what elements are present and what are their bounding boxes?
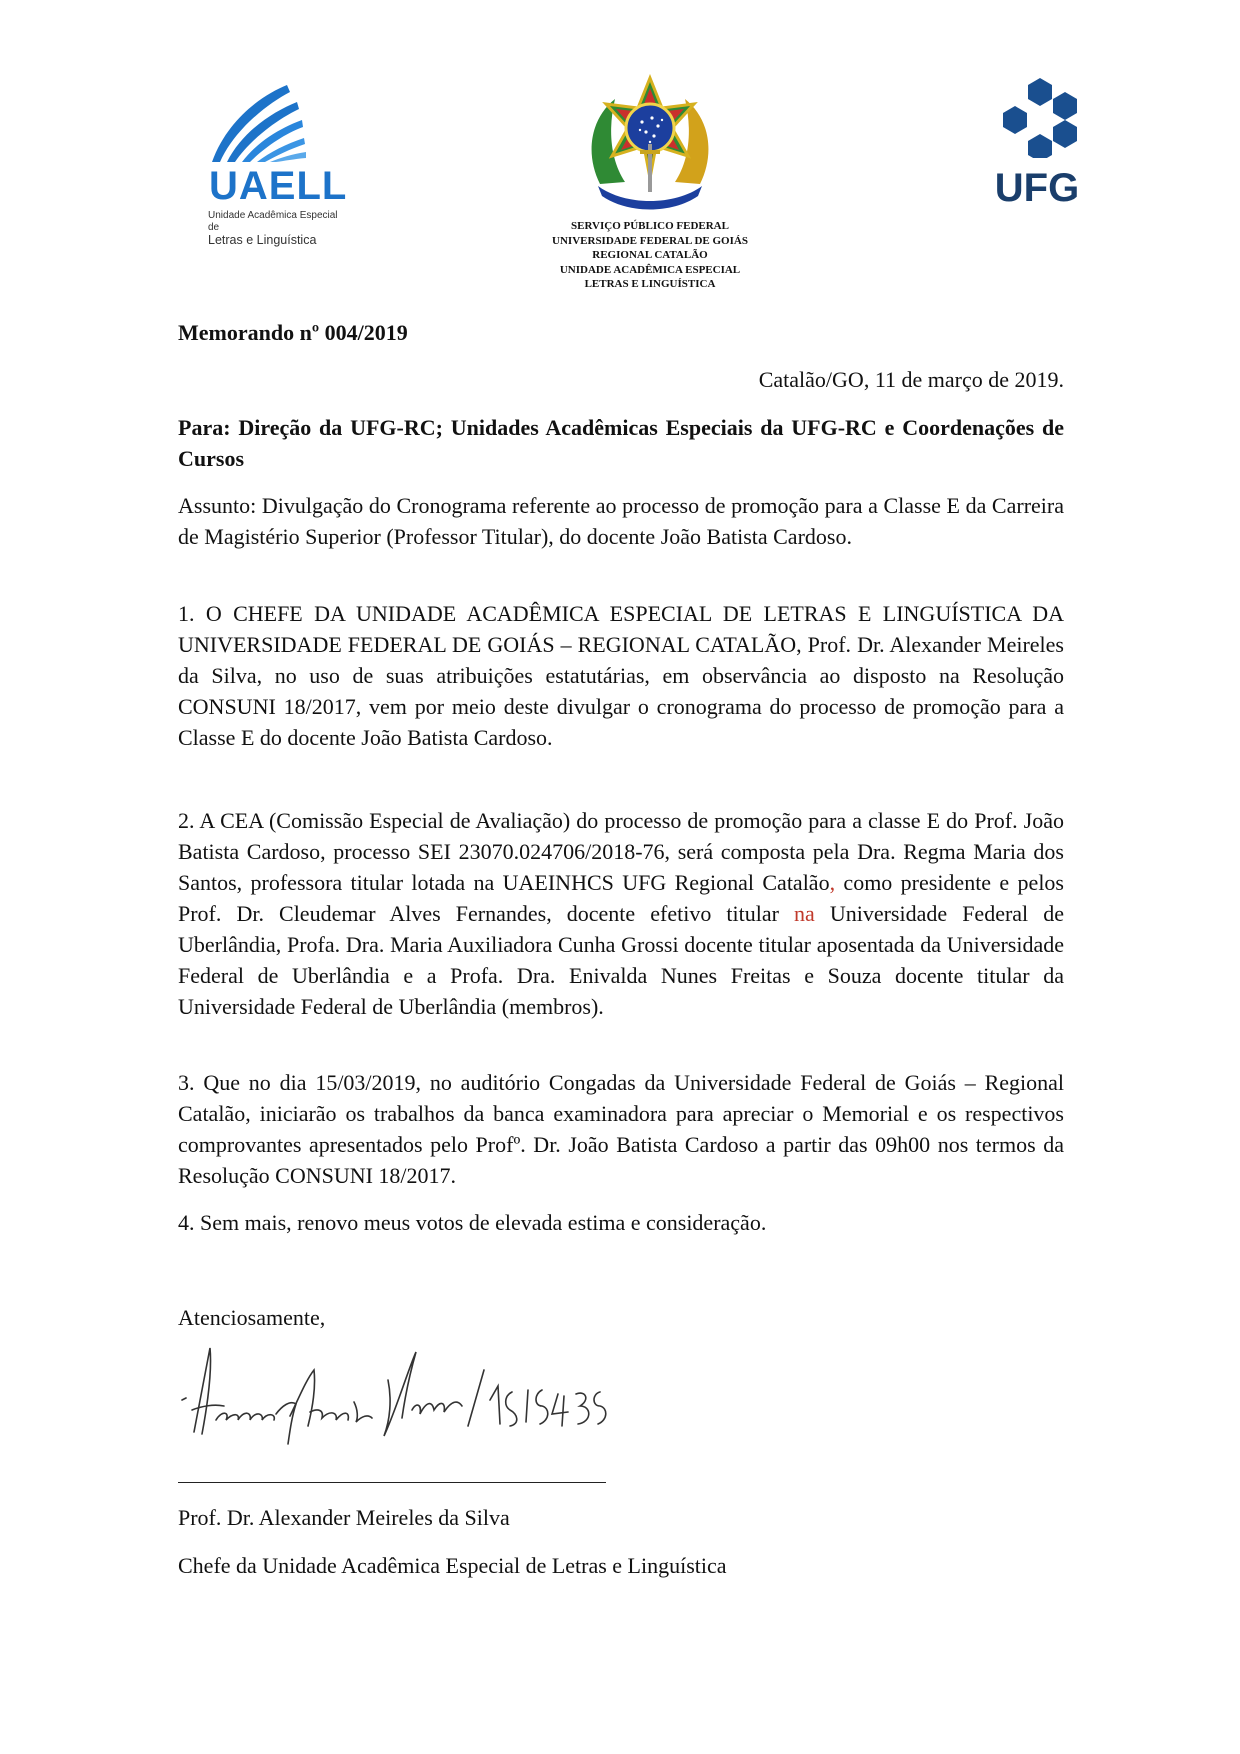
uaell-subtitle-line-1: Unidade Acadêmica Especial de	[208, 210, 338, 233]
header-line: SERVIÇO PÚBLICO FEDERAL	[571, 220, 729, 232]
memo-paragraph-2	[178, 805, 1064, 1022]
memo-paragraph-1: 1. O CHEFE DA UNIDADE ACADÊMICA ESPECIAL DE LETRAS E LINGUÍSTICA DA UNIVERSIDADE FEDERAL DE GOIÁS – REGIONAL CATALÃO, Prof. Dr. Alexander Meireles da Silva, no uso de suas atribuições estatutárias, em observância ao disposto na Resolução CONSUNI 18/2017, vem por meio deste divulgar o cronograma do processo de promoção para a Classe E do docente João Batista Cardoso.	[178, 601, 1064, 750]
uaell-book-icon	[172, 70, 348, 170]
signature-line	[178, 1482, 606, 1483]
memo-subject: Assunto: Divulgação do Cronograma referente ao processo de promoção para a Classe E da Carreira de Magistério Superior (Professor Titular), do docente João Batista Cardoso.	[178, 493, 1064, 549]
uaell-wordmark: UAELL	[209, 164, 348, 208]
handwritten-signature	[172, 1340, 612, 1460]
uaell-subtitle-line-2: Letras e Linguística	[208, 233, 317, 247]
uaell-subtitle	[208, 210, 348, 246]
signer-name: Prof. Dr. Alexander Meireles da Silva	[178, 1505, 510, 1530]
institution-header	[500, 219, 800, 292]
memo-date: Catalão/GO, 11 de março de 2019.	[758, 367, 1064, 392]
paragraph-2-red-comma: ,	[829, 870, 836, 895]
header-line: UNIVERSIDADE FEDERAL DE GOIÁS	[552, 234, 748, 247]
signer-role: Chefe da Unidade Acadêmica Especial de Letras e Linguística	[178, 1553, 727, 1578]
brazil-coat-of-arms-icon	[580, 74, 720, 214]
memo-closing: Atenciosamente,	[178, 1305, 326, 1330]
ufg-logo	[992, 78, 1082, 218]
memo-number: Memorando nº 004/2019	[178, 320, 408, 345]
header-line: UNIDADE ACADÊMICA ESPECIAL	[559, 263, 741, 276]
uaell-logo	[172, 70, 348, 246]
ufg-hexagon-icon	[992, 78, 1082, 158]
memo-paragraph-3: 3. Que no dia 15/03/2019, no auditório Congadas da Universidade Federal de Goiás – Regional Catalão, iniciarão os trabalhos da banca examinadora para apreciar o Memorial e os respectivos comprovantes apresentados pelo Profº. Dr. João Batista Cardoso a partir das 09h00 nos termos da Resolução CONSUNI 18/2017.	[178, 1070, 1064, 1188]
memo-recipients: Para: Direção da UFG-RC; Unidades Acadêmicas Especiais da UFG-RC e Coordenações de Cursos	[178, 415, 1064, 471]
header-line: REGIONAL CATALÃO	[592, 249, 708, 261]
paragraph-2-part-c: como presidente e pelos Prof. Dr. Cleudemar Alves Fernandes, docente efetivo titular	[178, 870, 1064, 926]
paragraph-2-red-word: na	[794, 901, 815, 926]
paragraph-2-part-e: Universidade Federal de Uberlândia, Profa. Dra. Maria Auxiliadora Cunha Grossi docente titular aposentada da Universidade Federal de Uberlândia e a Profa. Dra. Enivalda Nunes Freitas e Souza docente titular da Universidade Federal de Uberlândia (membros).	[178, 901, 1064, 1019]
memo-paragraph-4: 4. Sem mais, renovo meus votos de elevada estima e consideração.	[178, 1210, 767, 1235]
header-line: LETRAS E LINGUÍSTICA	[584, 278, 716, 290]
ufg-wordmark: UFG	[994, 166, 1080, 210]
paragraph-2-part-a: 2. A CEA (Comissão Especial de Avaliação) do processo de promoção para a classe E do Prof. João Batista Cardoso, processo SEI 23070.024706/2018-76, será composta pela Dra. Regma Maria dos Santos, professora titular lotada na UAEINHCS UFG Regional Catalão	[178, 808, 1064, 895]
